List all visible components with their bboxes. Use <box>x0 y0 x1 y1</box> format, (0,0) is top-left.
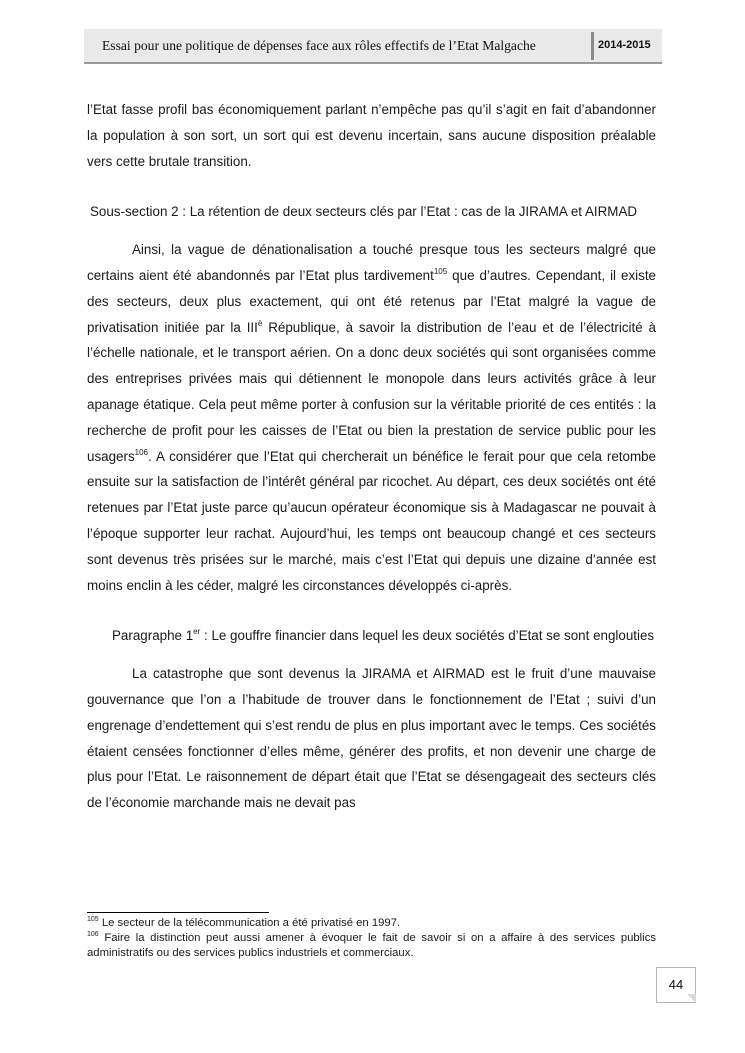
footnote-text: Le secteur de la télécommunication a été privatisé en 1997. <box>98 917 401 929</box>
page-number-box <box>656 967 696 1003</box>
footnote-number: 105 <box>87 916 99 923</box>
text-run: Ainsi, la vague de dénationalisation a touché presque tous les secteurs malgré que certains aient été abandonnés par l’Etat plus tardivement <box>87 242 656 283</box>
footnote-text: Faire la distinction peut aussi amener à évoquer le fait de savoir si on a affaire à des services publics administratifs ou des services publics industriels et commerciaux. <box>87 932 656 959</box>
text-run: Paragraphe 1 <box>112 628 194 644</box>
text-run: que d’autres. Cependant, il existe des secteurs, deux plus exactement, qui ont été retenus par l’Etat malgré la vague de privatisation initiée par la III <box>87 267 656 335</box>
text-run: République, à savoir la distribution de l’eau et de l’électricité à l’échelle nationale, et le transport aérien. On a donc deux sociétés qui sont organisées comme des entreprises privées mais qui détiennent le monopole dans leurs activités grâce à leur apanage étatique. Cela peut même porter à confusion sur la véritable priorité de ces entités : la recherche de profit pour les caisses de l’Etat ou bien la prestation de service public pour les usagers <box>87 319 656 464</box>
footnote <box>87 931 656 961</box>
footnotes <box>87 916 656 961</box>
header-year: 2014-2015 <box>598 39 651 51</box>
superscript-e: è <box>257 318 263 328</box>
paragraph-catastrophe: La catastrophe que sont devenus la JIRAMA et AIRMAD est le fruit d’une mauvaise gouvernance que l’on a l’habitude de trouver dans le fonctionnement de l’Etat ; suivi d’un engrenage d’endettement qui s’est rendu de plus en plus important avec le temps. Ces sociétés étaient censées fonctionner d’elles même, générer des profits, et non devenir une charge de plus pour l’Etat. Le raisonnement de départ était que l’Etat se désengageait des secteurs clés de l’économie marchande mais ne devait pas <box>87 666 656 811</box>
footnote-ref-105: 105 <box>433 266 448 276</box>
page-header <box>84 29 662 64</box>
footnote-separator <box>87 912 269 913</box>
paragraph-denationalisation <box>87 237 656 598</box>
footnote <box>87 916 656 931</box>
subsection-heading: Sous-section 2 : La rétention de deux secteurs clés par l’Etat : cas de la JIRAMA et AIRMAD <box>90 204 638 220</box>
text-run: : Le gouffre financier dans lequel les deux sociétés d’Etat se sont englouties <box>200 628 655 644</box>
header-title: Essai pour une politique de dépenses face aux rôles effectifs de l’Etat Malgache <box>102 38 536 53</box>
footnote-ref-106: 106 <box>134 447 148 457</box>
text-run: . A considérer que l’Etat qui chercherait un bénéfice le ferait pour que cela retombe ensuite sur la satisfaction de l’intérêt général par ricochet. Au départ, ces deux sociétés ont été retenues par l’Etat juste parce qu’aucun opérateur économique sis à Madagascar ne pouvait à l’époque supporter leur rachat. Aujourd’hui, les temps ont beaucoup changé et ces secteurs sont devenus très prisées sur le marché, mais c’est l’Etat qui depuis une dizaine d’année est moins enclin à les céder, malgré les circonstances développés ci-après. <box>87 448 656 593</box>
paragraph-heading <box>87 623 656 649</box>
page-body <box>87 97 656 816</box>
paragraph-intro: l’Etat fasse profil bas économiquement parlant n’empêche pas qu’il s’agit en fait d’abandonner la population à son sort, un sort qui est devenu incertain, sans aucune disposition préalable vers cette brutale transition. <box>87 102 656 169</box>
footnote-number: 106 <box>87 931 99 938</box>
page-curl-decoration <box>687 994 696 1003</box>
superscript-er: er <box>193 627 201 637</box>
header-separator <box>591 32 594 60</box>
page-number: 44 <box>668 977 684 992</box>
